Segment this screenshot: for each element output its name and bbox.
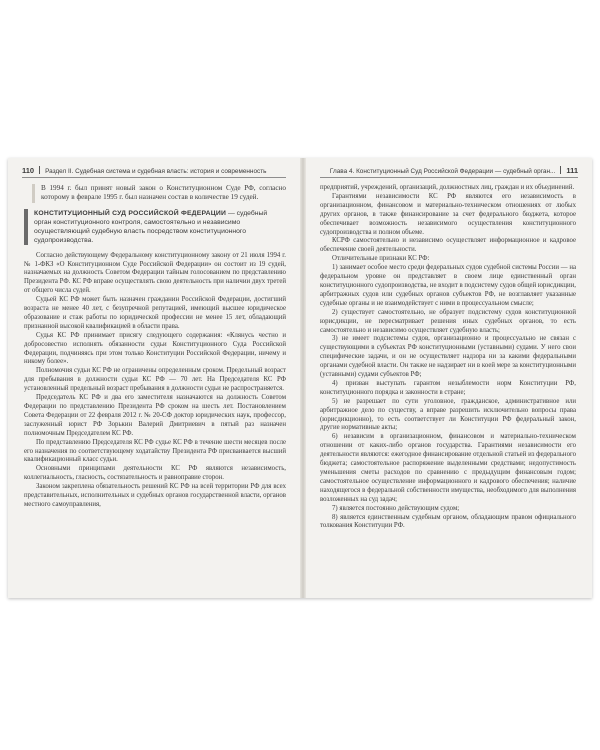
paragraph: Согласно действующему Федеральному конституционному закону от 21 июля 1994 г. № 1-ФКЗ «О Конституционном Суде Российской Федерации» он состоит из 19 судей, назначаемых на должность Советом Федерации тайным голосованием по представлению Президента РФ. КС РФ вправе осуществлять свою деятельность при наличии двух третей от общего числа судей. (24, 251, 286, 295)
definition-title: КОНСТИТУЦИОННЫЙ СУД РОССИЙСКОЙ ФЕДЕРАЦИИ (34, 209, 227, 217)
right-page-number: 111 (566, 166, 578, 175)
right-page-body (320, 184, 576, 531)
paragraph: Законом закреплена обязательность решений КС РФ на всей территории РФ для всех представительных, исполнительных и судебных органов государственной власти, органов местного самоуправления, (24, 483, 286, 508)
left-running-head-text: Раздел II. Судебная система и судебная власть: история и современность (45, 168, 267, 175)
paragraph: предприятий, учреждений, организаций, должностных лиц, граждан и их объединений. (320, 184, 575, 191)
right-running-head (320, 166, 578, 178)
book-spread (8, 158, 592, 598)
right-running-head-text: Глава 4. Конституционный Суд Российской Федерации — судебный орган... (329, 168, 556, 175)
paragraph: Полномочия судьи КС РФ не ограничены определенным сроком. Предельный возраст для пребывания в должности судьи КС РФ — 70 лет. На Председателя КС РФ установленный предельный возраст пребывания в должности судьи не распространяется. (24, 367, 286, 393)
paragraph: КСРФ самостоятельно и независимо осуществляет информационное и кадровое обеспечение своей деятельности. (320, 237, 576, 254)
intro-text: В 1994 г. был принят новый закон о Конституционном Суде РФ, согласно которому в феврале 1995 г. был назначен состав в количестве 19 судей. (41, 184, 286, 202)
list-item: 5) не разрешает по сути уголовное, гражданское, административное или арбитражное дело по существу, а вправе разрешить исключительно вопросы права (юрисдикционно), то есть соответствует ли Конституции РФ федеральный закон, другие нормативные акты; (320, 397, 576, 432)
right-page (306, 158, 592, 598)
list-item: 4) призван выступать гарантом незыблемости норм Конституции РФ, конституционного порядка и законности в стране; (320, 379, 576, 396)
left-page (8, 158, 300, 598)
left-running-head (22, 166, 286, 178)
left-page-body (24, 184, 286, 510)
paragraph: Председатель КС РФ и два его заместителя назначаются на должность Советом Федерации по представлению Президента РФ сроком на шесть лет. Постановлением Совета Федерации от 22 февраля 2012 г. № 20-СФ доктор юридических наук, профессор, заслуженный юрист РФ Зорькин Валерий Дмитриевич в пятый раз назначен полномочным Председателем КС РФ. (24, 394, 286, 437)
list-item: 7) является постоянно действующим судом; (332, 504, 460, 512)
list-item: 1) занимает особое место среди федеральных судов судебной системы России — на федеральном уровне он представляет в своем лице единственный орган конституционного судопроизводства, не входит в подсистему судов общей юрисдикции, арбитражных судов или судебных органов субъектов РФ, не возглавляет указанные судебные органы и не взаимодействует с ними в процессуальном смысле; (320, 264, 576, 307)
list-item: 6) независим в организационном, финансовом и материально-техническом отношении от каких-либо органов государства. Гарантиями независимости его деятельности являются: ежегодное финансирование отдельной статьей из федерального бюджета; самостоятельное распоряжение выделенными средствами; недопустимость уменьшения сметы расходов по сравнению с предыдущим финансовым годом; самостоятельное осуществление информационного и кадрового обеспечения; наличие находящегося в федеральной собственности имущества, необходимого для выполнения возложенных на суд задач; (320, 433, 576, 503)
paragraph: Отличительные признаки КС РФ: (332, 255, 430, 263)
paragraph: Основными принципами деятельности КС РФ являются независимость, коллегиальность, гласность, состязательность и равноправие сторон. (24, 465, 286, 482)
paragraph: По представлению Председателя КС РФ судье КС РФ в течение шести месяцев после его назначения по соответствующему ходатайству Президента РФ присваивается высший квалификационный класс судьи. (24, 438, 286, 464)
list-item: 8) является единственным судебным органом, обладающим правом официального толкования Конституции РФ. (320, 513, 576, 530)
intro-note (32, 184, 286, 203)
paragraph: Судья КС РФ принимает присягу следующего содержания: «Клянусь честно и добросовестно исполнять обязанности судьи Конституционного Суда Российской Федерации, подчиняясь при этом только Конституции Российской Федерации, ничему и никому более». (24, 331, 286, 366)
paragraph: Гарантиями независимости КС РФ являются его независимость в организационном, финансовом и материально-техническом отношениях от любых других органов, в также финансирование за счет федерального бюджета, которое обеспечивает возможность независимого осуществления конституционного судопроизводства и полном объеме. (320, 192, 576, 236)
left-page-number: 110 (22, 166, 35, 175)
paragraph: Судьей КС РФ может быть назначен гражданин Российской Федерации, достигший возраста не менее 40 лет, с безупречной репутацией, имеющий высшее юридическое образование и стаж работы по юридической профессии не менее 15 лет, обладающий признанной высокой квалификацией в области права. (24, 296, 286, 330)
list-item: 2) существует самостоятельно, не образует подсистему судов конституционной юрисдикции, не пересматривает решения иных судебных органов, то есть самостоятельно и независимо осуществляет судебную власть; (320, 308, 576, 334)
list-item: 3) не имеет подсистемы судов, организационно и процессуально не связан с существующими в субъектах РФ конституционными (уставными) судами. У него свои специфические задачи, и он не осуществляет надзора ни за какими федеральными органами судебной власти. Он также не надзирает ни в коей мере за конституционными (уставными) судами субъектов РФ; (320, 335, 576, 379)
definition-box (24, 209, 286, 245)
definition-text: — судебный орган конституционного контроля, самостоятельно и независимо осуществляющий судебную власть посредством конституционного судопроизводства. (34, 209, 268, 244)
